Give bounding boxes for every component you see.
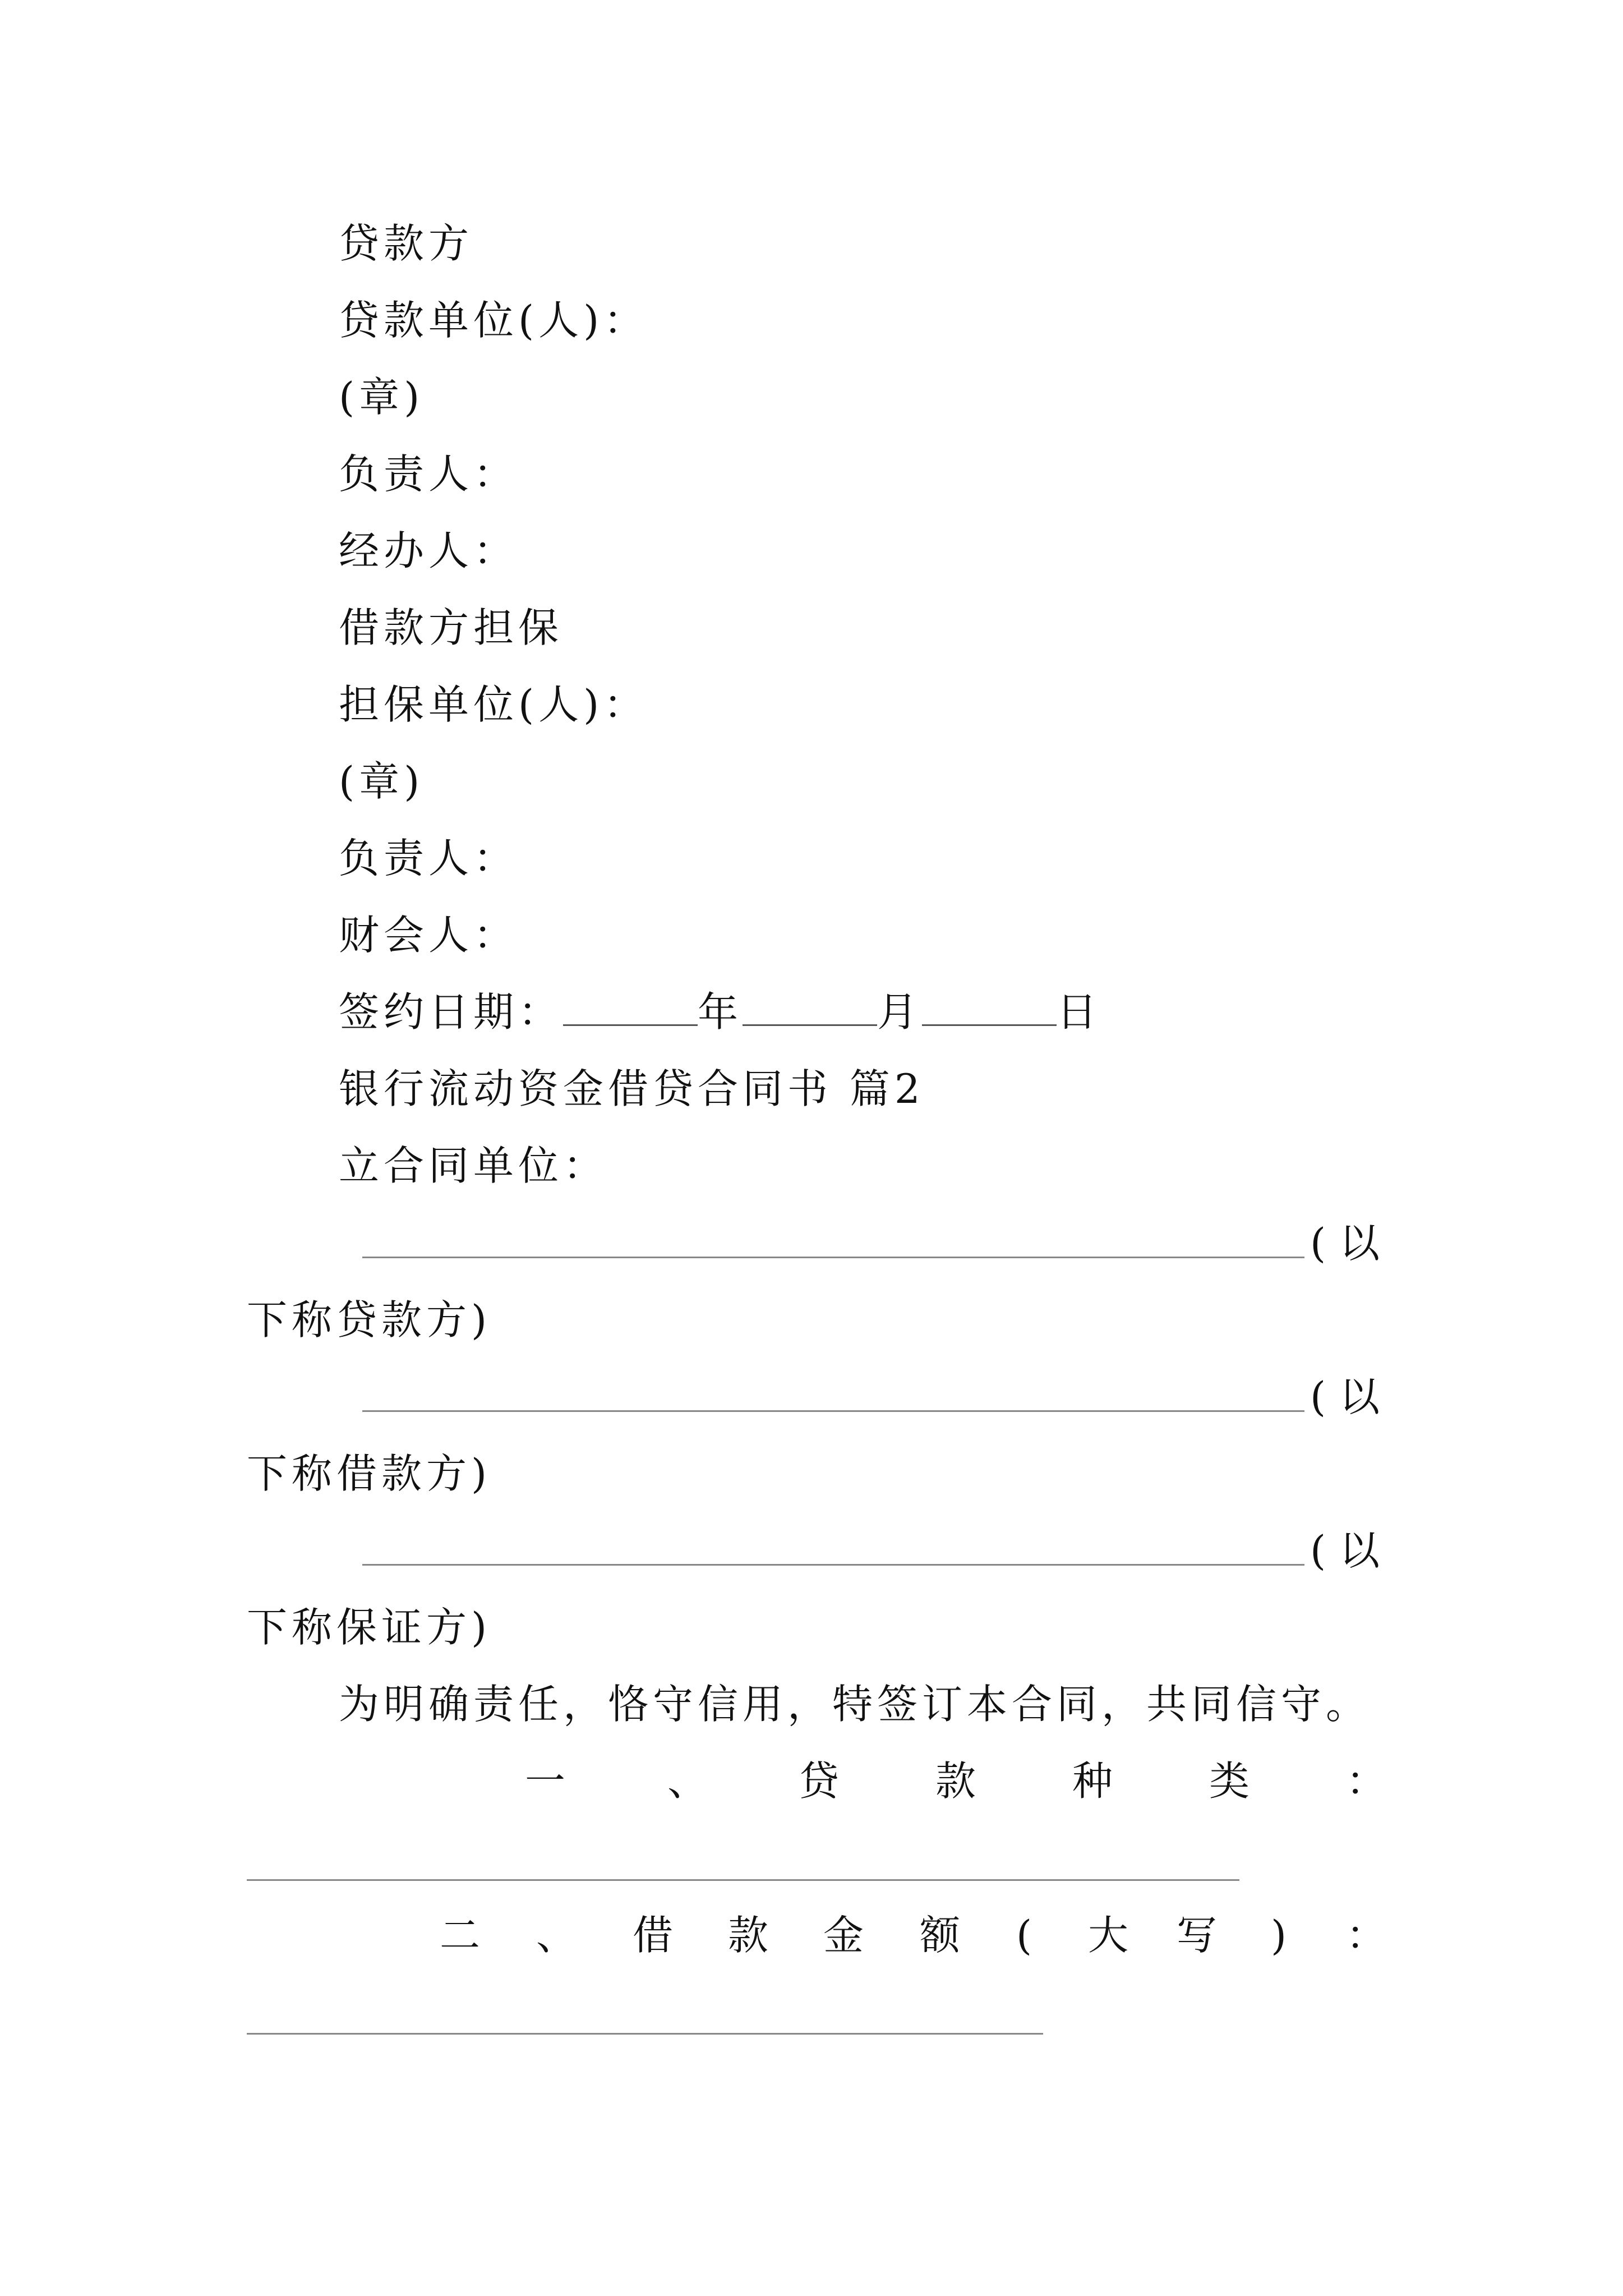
- loan-type-blank: [247, 1879, 1239, 1881]
- signing-date-row: [339, 984, 1101, 1040]
- section-1-char: 类: [1209, 1757, 1250, 1805]
- loan-amount-blank: [247, 2033, 1043, 2035]
- signing-date-label: 签约日期：: [339, 988, 564, 1036]
- lender-unit-label: 贷款单位(人)：: [339, 297, 649, 344]
- section-1-char: 一: [525, 1757, 566, 1805]
- guarantor-accountant-label: 财会人：: [339, 912, 519, 959]
- section-2-char: 额: [920, 1912, 961, 1959]
- contract-title: 银行流动资金借贷合同书 篇2: [339, 1065, 925, 1112]
- section-2-char: 、: [536, 1912, 577, 1959]
- section-2-char: ): [1271, 1912, 1287, 1959]
- lender-seal-label: (章): [339, 374, 425, 421]
- section-1-char: ：: [1346, 1757, 1387, 1805]
- guarantor-heading: 借款方担保: [339, 604, 564, 651]
- section-1-char: 、: [667, 1757, 708, 1805]
- section-2-heading: [0, 1907, 1623, 1963]
- guarantor-unit-label: 担保单位(人)：: [339, 681, 649, 728]
- lender-handler-label: 经办人：: [339, 527, 519, 574]
- intro-paragraph: 为明确责任，恪守信用，特签订本合同，共同信守。: [339, 1681, 1371, 1728]
- day-blank: [922, 991, 1057, 1026]
- section-1-char: 款: [935, 1757, 976, 1805]
- lender-heading: 贷款方: [339, 220, 474, 267]
- borrower-designation: 下称借款方): [247, 1450, 492, 1497]
- section-2-char: 借: [633, 1912, 674, 1959]
- guarantor-name-blank: [362, 1564, 1304, 1566]
- lender-responsible-label: 负责人：: [339, 450, 519, 498]
- day-label: 日: [1057, 988, 1102, 1036]
- section-1-char: 种: [1072, 1757, 1113, 1805]
- section-2-char: ：: [1346, 1912, 1387, 1959]
- guarantor-responsible-label: 负责人：: [339, 835, 519, 882]
- year-blank: [563, 991, 698, 1026]
- lender-designation: 下称贷款方): [247, 1296, 492, 1343]
- month-blank: [743, 991, 877, 1026]
- section-2-char: (: [1016, 1912, 1032, 1959]
- year-label: 年: [698, 988, 743, 1036]
- section-2-char: 写: [1177, 1912, 1218, 1959]
- paren-yi-3: (以: [1310, 1527, 1394, 1574]
- guarantor-designation: 下称保证方): [247, 1604, 492, 1651]
- section-2-char: 金: [823, 1912, 864, 1959]
- section-2-char: 款: [728, 1912, 769, 1959]
- section-2-char: 大: [1088, 1912, 1129, 1959]
- lender-name-blank: [362, 1257, 1304, 1258]
- contracting-parties-label: 立合同单位：: [339, 1142, 608, 1189]
- guarantor-seal-label: (章): [339, 758, 425, 805]
- section-2-char: 二: [440, 1912, 481, 1959]
- section-1-char: 贷: [799, 1757, 840, 1805]
- section-1-heading: [0, 1753, 1623, 1809]
- month-label: 月: [877, 988, 923, 1036]
- paren-yi-2: (以: [1310, 1373, 1394, 1420]
- paren-yi-1: (以: [1310, 1220, 1394, 1267]
- borrower-name-blank: [362, 1410, 1304, 1412]
